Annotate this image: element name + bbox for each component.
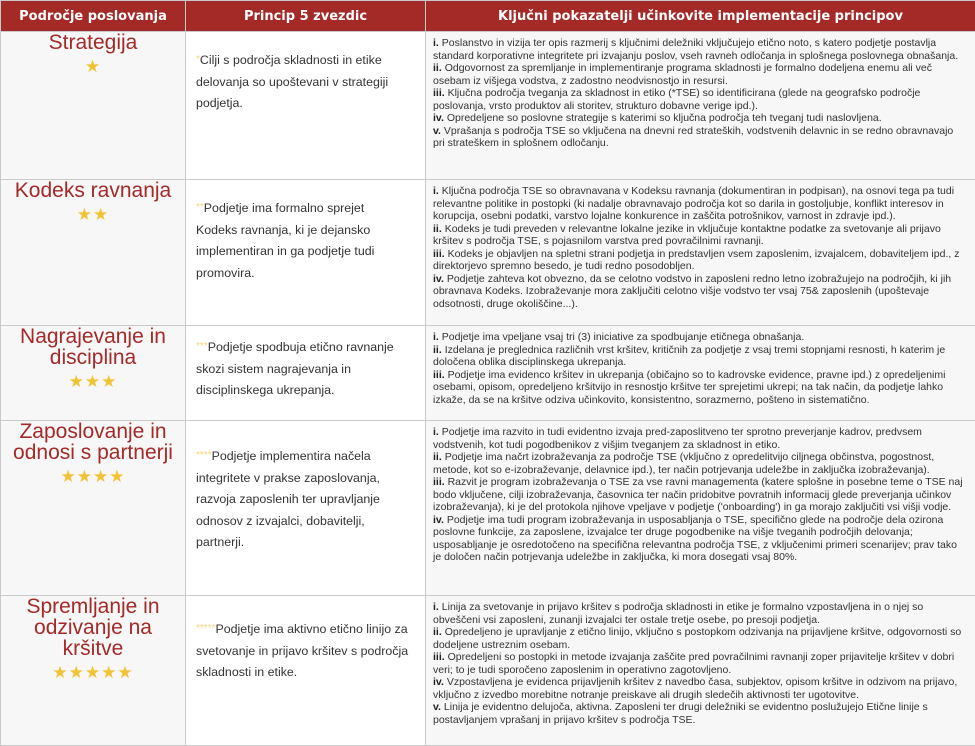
level-cell <box>186 180 426 326</box>
area-name: Kodeks ravnanja <box>14 179 172 202</box>
level-cell <box>186 596 426 746</box>
level-description: Podjetje ima aktivno etično linijo za svetovanje in prijavo kršitev s področja skladnosti in etike. <box>196 622 409 679</box>
table-row <box>1 32 975 180</box>
level-cell <box>186 421 426 596</box>
star-rating-icon: ★ <box>84 57 102 77</box>
list-item: ii. Izdelana je preglednica različnih vrst kršitev, kritičnih za podjetje z vsaj tremi stopnjami resnosti, h katerim je določena oblika disciplinskega ukrepanja. <box>433 343 946 368</box>
star-rating-icon: ★★★★★ <box>52 663 134 683</box>
list-item: iii. Podjetje ima evidenco kršitev in ukrepanja (običajno so to kadrovske evidence, pravne ipd.) z opredeljenimi osebami, opisom, opredeljeno kršitvijo in resnostjo kršitve ter sprejetimi ukrepi; na tak način, da podjetje lahko izkaže, da se na kršitve odziva učinkovito, konsistentno, sorazmerno, pošteno in sistematično. <box>433 368 946 406</box>
list-item: v. Vprašanja s področja TSE so vključena na dnevni red strateških, vodstvenih delavnic in se redno obravnavajo pri strateškem in splošnem odločanju. <box>433 124 954 149</box>
area-cell <box>1 326 186 421</box>
level-stars-icon: ***** <box>196 623 216 634</box>
area-cell <box>1 180 186 326</box>
list-item: ii. Podjetje ima načrt izobraževanja za področje TSE (vključno z opredelitvijo ciljnega občinstva, pogostnost, metode, kot so e-izobraževanje, delavnice ipd.), ter način potrjevanja udeležbe in zaključka izobraževanja). <box>433 451 935 476</box>
list-item: iii. Ključna področja tveganja za skladnost in etiko (*TSE) so identificirana (glede na geografsko področje poslovanja, vrsto produktov ali storitev, strukturo dobavne verige ipd.). <box>433 87 921 112</box>
level-cell <box>186 32 426 180</box>
header-principle: Princip 5 zvezdic <box>186 1 426 32</box>
list-item: i. Podjetje ima vpeljane vsaj tri (3) iniciative za spodbujanje etičnega obnašanja. <box>433 331 805 343</box>
header-area: Področje poslovanja <box>1 1 186 32</box>
list-item: ii. Opredeljeno je upravljanje z etično linijo, vključno s postopkom odzivanja na prijavljene kršitve, odgovornosti so dodeljene ustreznim osebam. <box>433 626 962 651</box>
list-item: ii. Kodeks je tudi preveden v relevantne lokalne jezike in vključuje kontaktne podatke za svetovanje ali prijavo kršitev s področja TSE, s pojasnilom varstva pred povračilnimi ravnanji. <box>433 222 941 247</box>
level-description: Podjetje implementira načela integritete v prakse zaposlovanja, razvoja zaposlenih ter upravljanje odnosov z izvajalci, dobavitelji, partnerji. <box>196 449 380 549</box>
indicators-cell <box>426 421 975 596</box>
level-stars-icon: **** <box>196 450 212 461</box>
list-item: i. Podjetje ima razvito in tudi evidentno izvaja pred-zaposlitveno ter sprotno preverjanje kadrov, predvsem vodstvenih, kot tudi pogodbenikov z višjim tveganjem za skladnost in etiko. <box>433 426 922 451</box>
level-description: Podjetje spodbuja etično ravnanje skozi sistem nagrajevanja in disciplinskega ukrepanja. <box>196 340 394 397</box>
level-cell <box>186 326 426 421</box>
list-item: i. Poslanstvo in vizija ter opis razmerij s ključnimi deležniki vključujejo etično noto, s katero podjetje postavlja standard korporativne integritete pri izvajanju poslov, vseh ravneh odločanja in splošnega poslovnega obnašanja. <box>433 37 959 62</box>
list-item: iv. Podjetje ima tudi program izobraževanja in usposabljanja o TSE, specifično glede na področje dela ozirona poslovne funkcije, za zaposlene, izvajalce ter druge pogodbenike na višje tveganih področjih delovanja; usposabljanje je osredotočeno na specifična relevantna področja TSE, z vključenimi primeri scenarijev; prav tako je določen način potrjevanja udeležbe in zaključka, ki mora dosegati vsaj 80%. <box>433 513 957 563</box>
table-row <box>1 326 975 421</box>
list-item: iv. Podjetje zahteva kot obvezno, da se celotno vodstvo in zaposleni redno letno izobražujejo na področjih, ki jih obravnava Kodeks. Izobraževanje mora zaključiti celotno višje vodstvo ter vsaj 75& zaposlenih (upoštevaje odsotnosti, druge okoliščine...). <box>433 272 952 310</box>
list-item: v. Linija je evidentno delujoča, aktivna. Zaposleni ter drugi deležniki se evidentno poslužujejo Etične linije s postavljanjem vprašanj in prijavo kršitev s področja TSE. <box>433 701 928 726</box>
list-item: iii. Kodeks je objavljen na spletni strani podjetja in predstavljen vsem zaposlenim, izvajalcem, dobaviteljem ipd., z direktorjevo spremno besedo, je tudi redno posodobljen. <box>433 247 960 272</box>
table-header-row <box>1 1 975 32</box>
indicators-cell <box>426 180 975 326</box>
area-cell <box>1 32 186 180</box>
table-row <box>1 596 975 746</box>
level-stars-icon: ** <box>196 202 204 213</box>
list-item: i. Ključna področja TSE so obravnavana v Kodeksu ravnanja (dokumentiran in podpisan), na osnovi tega pa tudi relevantne politike in postopki (ki nadalje obravnavajo področja kot so darila in gostoljubje, konflikt interesov in korupcija, osebni podatki, varstvo lojalne konkurence in zaščita potrošnikov, varnost in zdravje ipd.). <box>433 185 955 222</box>
level-description: Cilji s področja skladnosti in etike delovanja so upoštevani v strategiji podjetja. <box>196 53 389 110</box>
list-item: iii. Opredeljeni so postopki in metode izvajanja zaščite pred povračilnimi ravnanji zoper prijavitelje kršitev v dobri veri; to je tudi sporočeno zaposlenim in operativno zagotovljeno. <box>433 651 955 676</box>
star-rating-icon: ★★ <box>76 205 110 225</box>
area-cell <box>1 421 186 596</box>
level-stars-icon: * <box>196 54 200 65</box>
area-name: Zaposlovanje in odnosi s partnerji <box>13 420 173 464</box>
level-stars-icon: *** <box>196 341 208 352</box>
list-item: iv. Vzpostavljena je evidenca prijavljenih kršitev z navedbo časa, subjektov, opisom kršitve in odzivom na prijavo, vključno z izvedbo morebitne notranje preiskave ali drugih sledečih aktivnosti ter ugotovitve. <box>433 676 958 701</box>
area-name: Nagrajevanje in disciplina <box>20 325 166 369</box>
list-item: ii. Odgovornost za spremljanje in implementiranje programa skladnosti je formalno dodeljena enemu ali več osebam iz višjega vodstva, z zadostno neodvisnostjo in resursi. <box>433 62 933 87</box>
area-cell <box>1 596 186 746</box>
table-row <box>1 180 975 326</box>
header-indicators: Ključni pokazatelji učinkovite implementacije principov <box>426 1 975 32</box>
level-description: Podjetje ima formalno sprejet Kodeks ravnanja, ki je dejansko implementiran in ga podjetje tudi promovira. <box>196 201 375 280</box>
list-item: iv. Opredeljene so poslovne strategije s katerimi so ključna področja teh tveganj tudi naslovljena. <box>433 112 882 124</box>
table-row <box>1 421 975 596</box>
star-rating-icon: ★★★★ <box>60 467 126 487</box>
indicators-cell <box>426 32 975 180</box>
indicators-cell <box>426 596 975 746</box>
star-rating-icon: ★★★ <box>68 372 118 392</box>
list-item: iii. Razvit je program izobraževanja o TSE za vse ravni managementa (katere splošne in posebne teme o TSE naj bodo vključene, cilji izobraževanja, časovnica ter način pridobitve povratnih informacij glede preverjanja učinkov izobraževanja), ki je del protokola njihove vpeljave v podjetje ('onboarding') in ga morajo zaključiti vsi višji vodje. <box>433 476 963 513</box>
list-item: i. Linija za svetovanje in prijavo kršitev s področja skladnosti in etike je formalno vzpostavljena in o njej so obveščeni vsi zaposleni, zunanji izvajalci ter ostale tretje osebe, po presoji podjetja. <box>433 601 924 626</box>
area-name: Strategija <box>48 31 138 54</box>
area-name: Spremljanje in odzivanje na kršitve <box>26 595 160 660</box>
indicators-cell <box>426 326 975 421</box>
